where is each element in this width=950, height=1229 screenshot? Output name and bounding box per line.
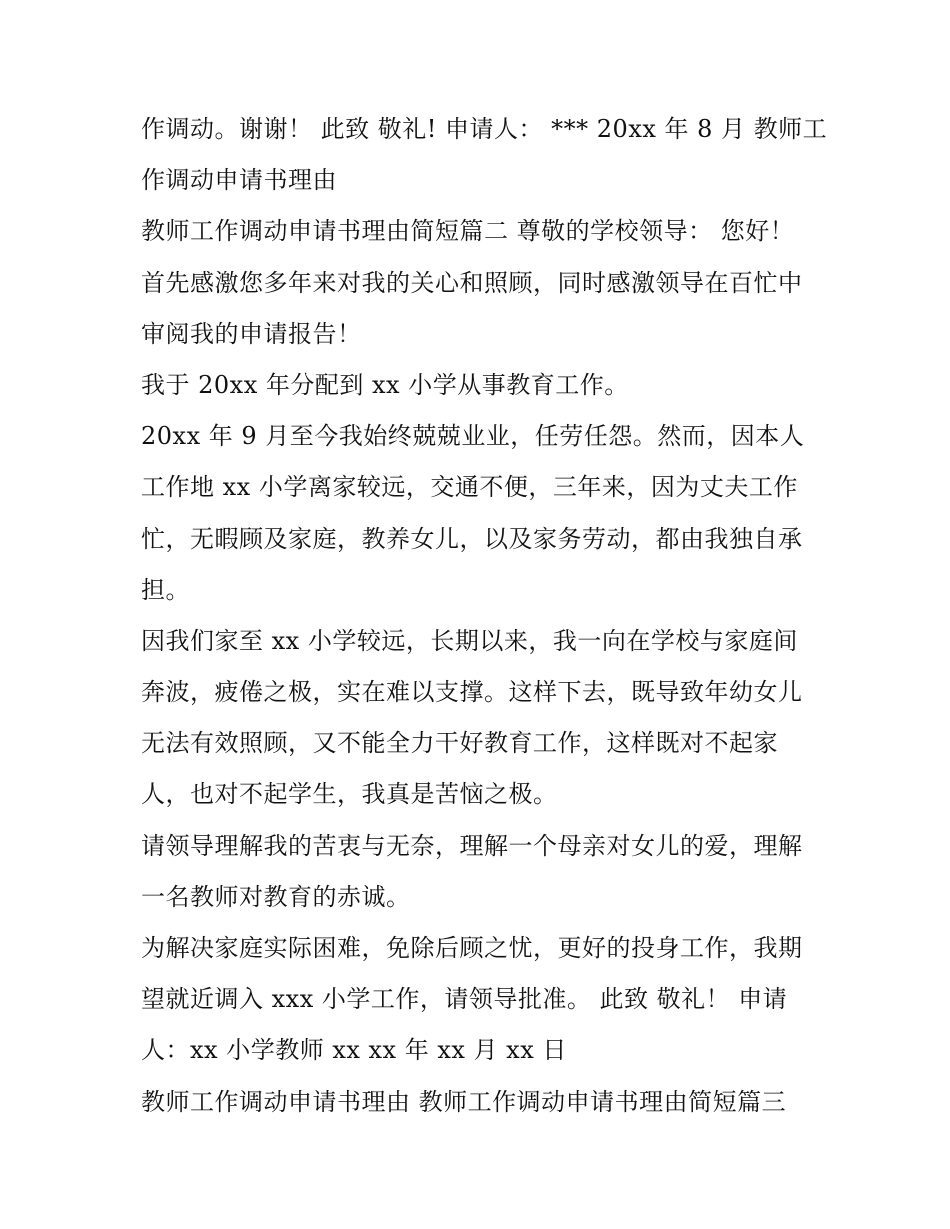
- text-line: 奔波，疲倦之极，实在难以支撑。这样下去，既导致年幼女儿: [141, 678, 803, 707]
- text-line: 无法有效照顾，又不能全力干好教育工作，这样既对不起家: [141, 729, 778, 758]
- text-line: 忙，无暇顾及家庭，教养女儿，以及家务劳动，都由我独自承: [141, 524, 803, 553]
- text-line: 我于 20xx 年分配到 xx 小学从事教育工作。: [141, 370, 629, 399]
- text-line: 担。: [141, 575, 190, 604]
- text-line: 人：xx 小学教师 xx xx 年 xx 月 xx 日: [141, 1036, 567, 1065]
- document-body: [141, 104, 828, 1128]
- text-line: 因我们家至 xx 小学较远，长期以来，我一向在学校与家庭间: [141, 626, 798, 655]
- text-line: 一名教师对教育的赤诚。: [141, 882, 411, 911]
- text-line: 人，也对不起学生，我真是苦恼之极。: [141, 780, 558, 809]
- text-line: 请领导理解我的苦衷与无奈，理解一个母亲对女儿的爱，理解: [141, 831, 803, 860]
- text-line: 审阅我的申请报告！: [141, 319, 362, 348]
- text-line: 教师工作调动申请书理由简短篇二 尊敬的学校领导： 您好！: [141, 217, 795, 246]
- text-line: 望就近调入 xxx 小学工作，请领导批准。 此致 敬礼！ 申请: [141, 985, 788, 1014]
- text-line: 作调动申请书理由: [141, 166, 337, 195]
- text-line: 20xx 年 9 月至今我始终兢兢业业，任劳任怨。然而，因本人: [141, 422, 805, 451]
- text-line: 工作地 xx 小学离家较远，交通不便，三年来，因为丈夫工作: [141, 473, 798, 502]
- text-line: 作调动。谢谢！ 此致 敬礼! 申请人： *** 20xx 年 8 月 教师工: [141, 115, 828, 143]
- text-line: 教师工作调动申请书理由 教师工作调动申请书理由简短篇三: [141, 1087, 787, 1116]
- text-line: 首先感激您多年来对我的关心和照顾，同时感激领导在百忙中: [141, 268, 803, 297]
- text-line: 为解决家庭实际困难，免除后顾之忧，更好的投身工作，我期: [141, 934, 803, 962]
